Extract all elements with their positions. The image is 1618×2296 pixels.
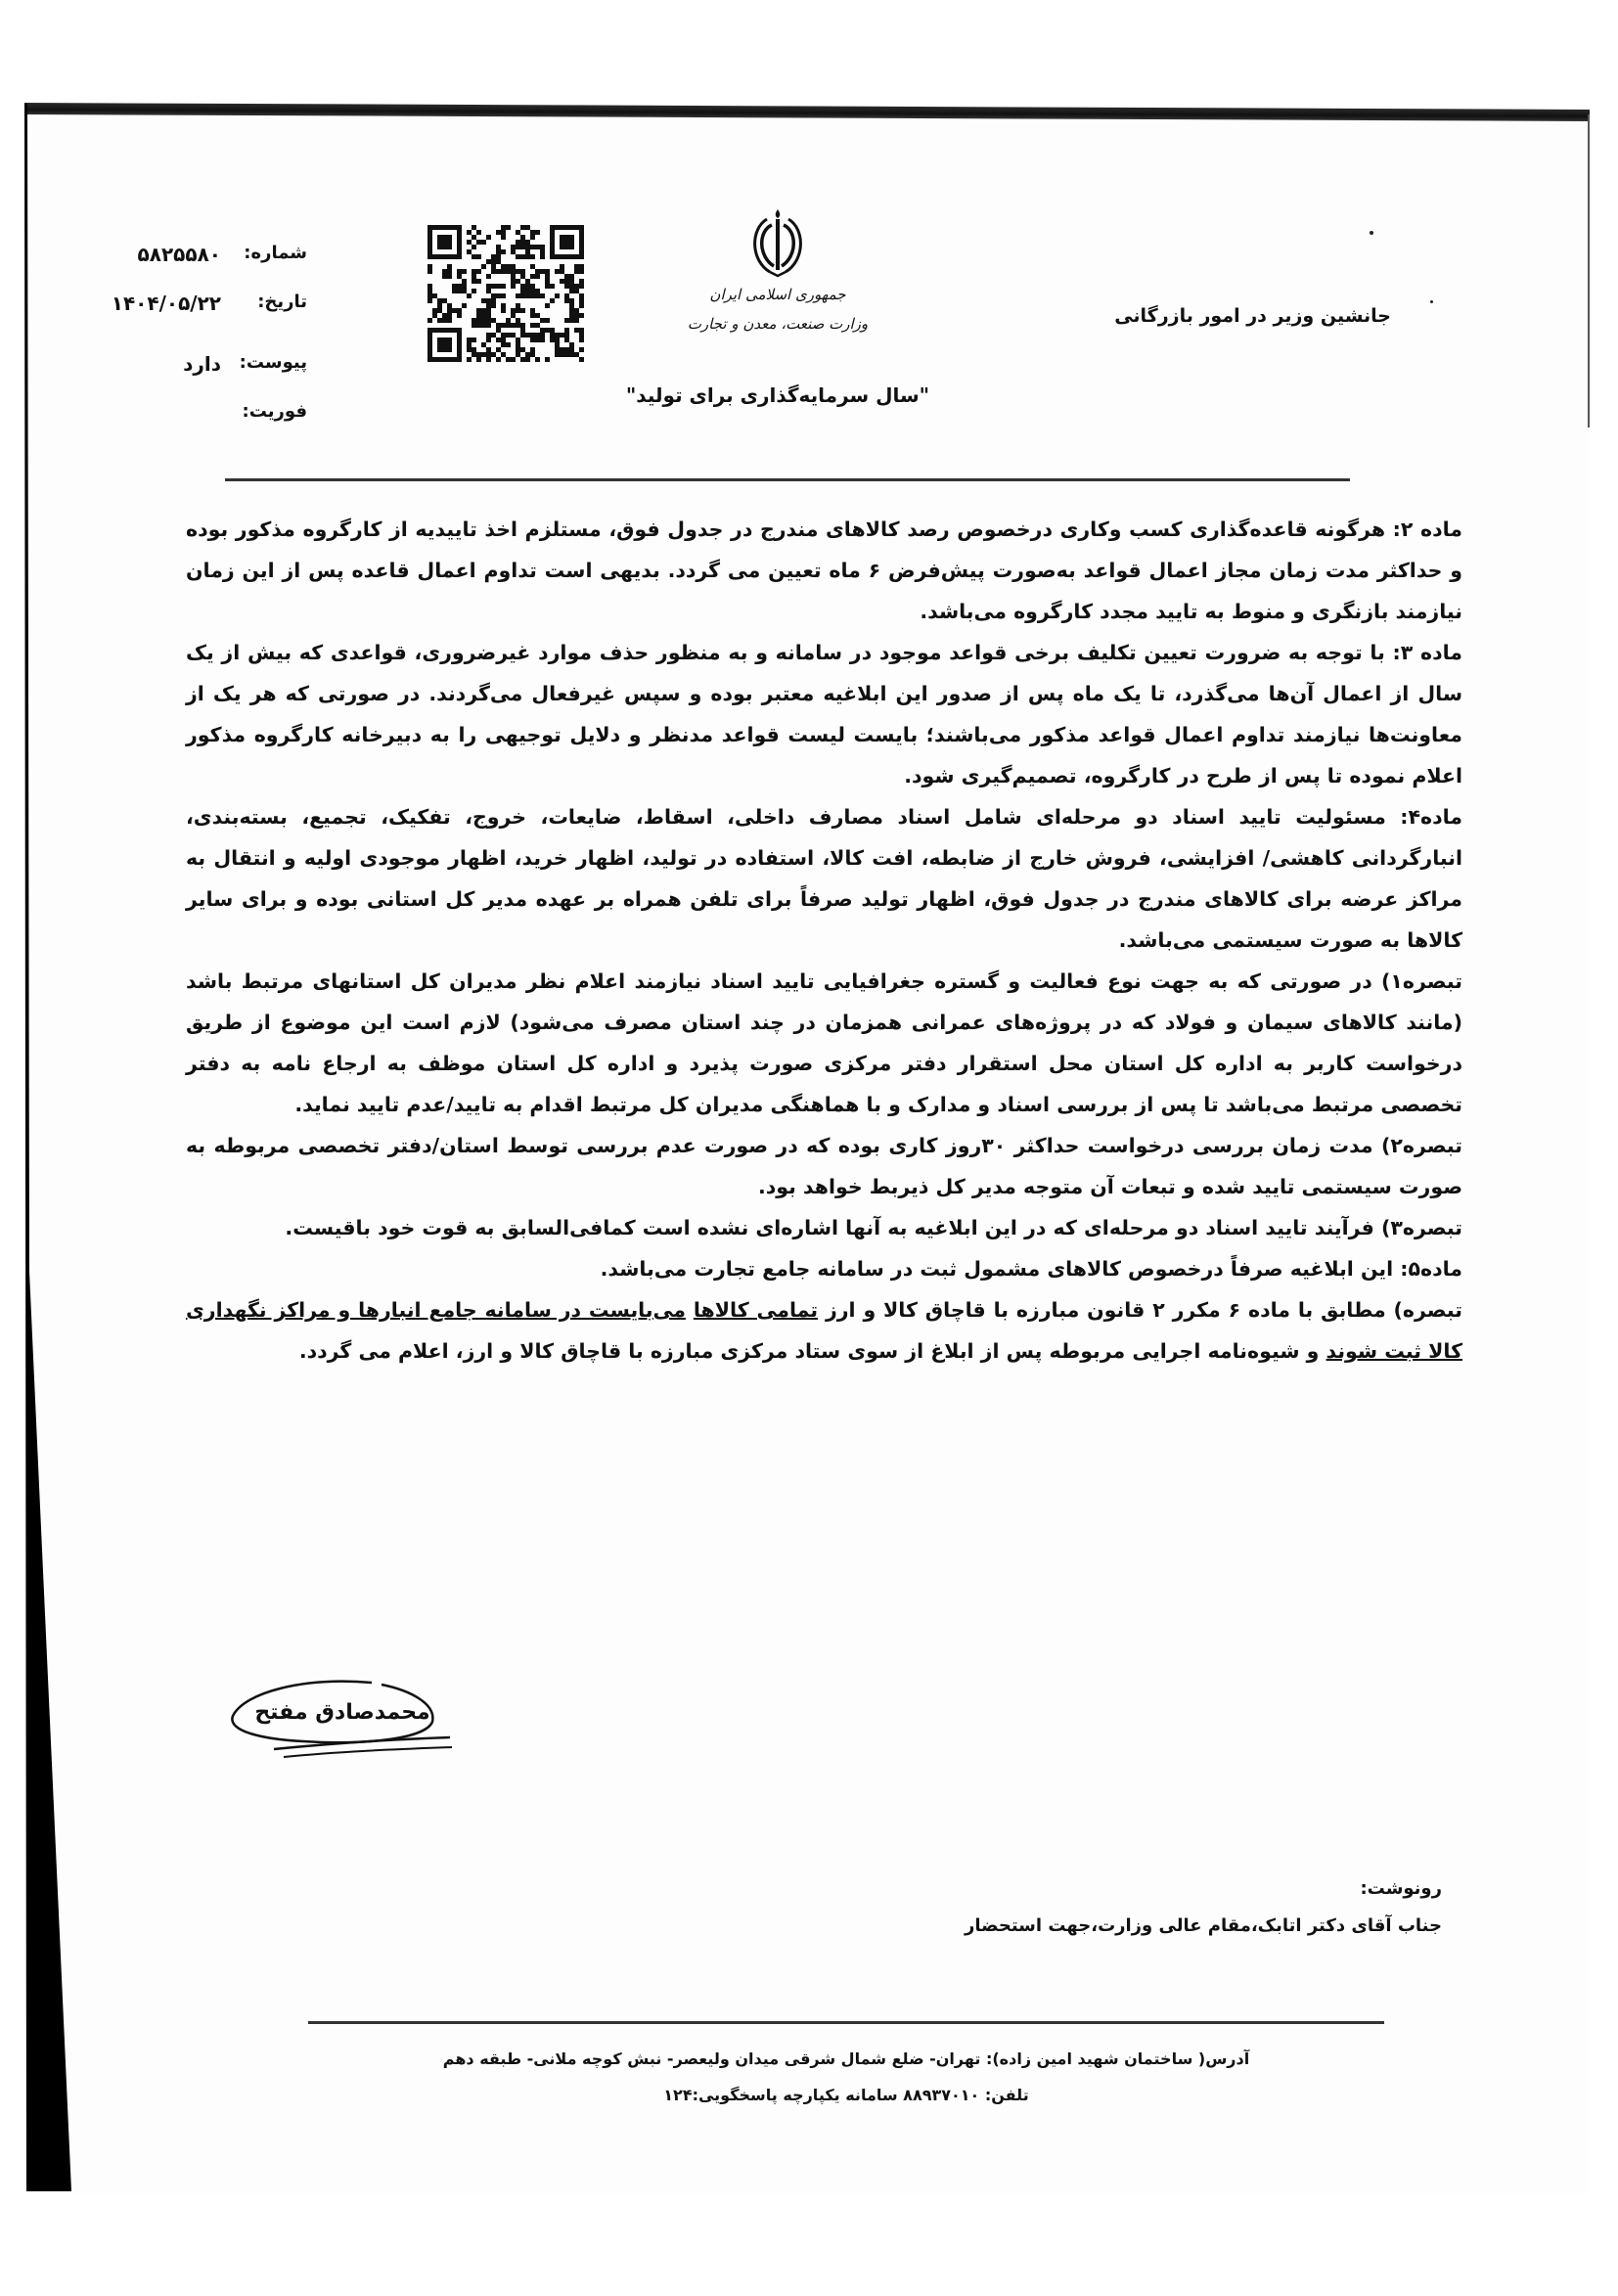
article-3 (186, 632, 1462, 796)
article-4: ماده۴: مسئولیت تایید اسناد دو مرحله‌ای شامل اسناد مصارف داخلی، اسقاط، ضایعات، خروج، تفکیک، تجمیع، بسته‌بندی، انبارگردانی کاهشی/ افزایشی، فروش خارج از ضابطه، افت کالا، استفاده در تولید، اظهار خرید، اظهار موجودی اولیه و انتقال به مراکز عرضه برای کالاهای مندرج در جدول فوق، اظهار تولید صرفاً برای تلفن همراه بر عهده مدیر کل استانی بوده و برای سایر کالاها به صورت سیستمی می‌باشد. (186, 805, 1462, 952)
letter-date-value: ۱۴۰۴/۰۵/۲۲ (111, 292, 221, 315)
year-slogan: "سال سرمایه‌گذاری برای تولید" (625, 383, 930, 407)
note-final-underlined: تمامی کالاها (693, 1298, 819, 1322)
article-2: ماده ۲: هرگونه قاعده‌گذاری کسب وکاری درخصوص رصد کالاهای مندرج در جدول فوق، مستلزم اخذ تاییدیه از کارگروه مذکور بوده و حداکثر مدت زمان مجاز اعمال قواعد به‌صورت پیش‌فرض ۶ ماه تعیین می گردد. بدیهی است تداوم اعمال قاعده پس از این زمان نیازمند بازنگری و منوط به تایید مجدد کارگروه می‌باشد. (186, 518, 1462, 623)
office-title: جانشین وزیر در امور بازرگانی (1114, 305, 1391, 327)
org-name-line1: جمهوری اسلامی ایران (709, 286, 846, 303)
article-3-text: این ابلاغیه معتبر بوده و سپس (614, 682, 937, 705)
letter-body (186, 509, 1462, 1372)
letter-date-label: تاریخ: (257, 292, 307, 312)
letter-attachment (183, 352, 307, 376)
scan-speck (1430, 300, 1433, 303)
signatory-name: محمدصادق مفتح (254, 1700, 430, 1725)
footer-phone: تلفن: ۸۸۹۳۷۰۱۰ سامانه یکپارچه پاسخگویی:۱۲۴ (663, 2086, 1029, 2104)
org-name-line2: وزارت صنعت، معدن و تجارت (687, 315, 869, 333)
iran-emblem-icon (748, 205, 807, 279)
note-final-text: و شیوه‌نامه اجرایی مربوطه پس از ابلاغ از سوی ستاد مرکزی مبارزه با قاچاق کالا و ارز، اعلام می گردد. (298, 1339, 1326, 1363)
letter-number-value: ۵۸۲۵۵۸۰ (137, 243, 221, 266)
note-1: تبصره۱) در صورتی که به جهت نوع فعالیت و گستره جغرافیایی تایید اسناد نیازمند اعلام نظر مدیران کل استانهای مرتبط باشد (مانند کالاهای سیمان و فولاد که در پروژه‌های عمرانی همزمان در چند استان مصرف می‌شود) لازم است این موضوع از طریق درخواست کاربر به اداره کل استان محل استقرار دفتر مرکزی صورت پذیرد و اداره کل استان موظف به ارجاع نامه به دفتر تخصصی مرتبط می‌باشد تا پس از بررسی اسناد و مدارک و با هماهنگی مدیران کل مرتبط اقدام به تایید/عدم تایید نماید. (186, 969, 1462, 1116)
note-final-text: تبصره) مطابق با ماده ۶ مکرر ۲ قانون مبارزه با قاچاق کالا و ارز (818, 1298, 1462, 1322)
cc-recipient: جناب آقای دکتر اتابک،مقام عالی وزارت،جهت استحضار (965, 1915, 1442, 1936)
scan-speck (1370, 231, 1373, 235)
note-final (186, 1289, 1462, 1372)
attachment-value: دارد (183, 352, 221, 376)
article-3-emphasis: غیرفعال (531, 682, 615, 705)
qr-code-icon[interactable] (427, 225, 584, 362)
cc-label: رونوشت: (1360, 1878, 1442, 1899)
letter-urgency (221, 401, 307, 422)
urgency-label: فوریت: (242, 401, 307, 422)
article-5: ماده۵: این ابلاغیه صرفاً درخصوص کالاهای مشمول ثبت در سامانه جامع تجارت می‌باشد. (600, 1257, 1462, 1281)
article-3-emphasis: تا یک ماه پس از صدور (936, 682, 1166, 705)
note-3: تبصره۳) فرآیند تایید اسناد دو مرحله‌ای که در این ابلاغیه به آنها اشاره‌ای نشده است کمافی‌السابق به قوت خود باقیست. (285, 1216, 1462, 1239)
scan-right-border (1588, 114, 1590, 428)
letter-number (138, 243, 307, 266)
header-divider (225, 478, 1350, 481)
article-3-text: ماده ۳: با توجه به ضرورت تعیین تکلیف برخی قواعد موجود در سامانه و به منظور حذف موارد غیرضروری، قواعدی که بیش از یک سال از اعمال آن‌ها می‌گذرد، (186, 641, 1462, 705)
note-final-text (686, 1298, 694, 1322)
letter-number-label: شماره: (244, 243, 307, 263)
letter-date (112, 292, 307, 315)
note-2: تبصره۲) مدت زمان بررسی درخواست حداکثر ۳۰روز کاری بوده که در صورت عدم بررسی توسط استان/دفتر تخصصی مربوطه به صورت سیستمی تایید شده و تبعات آن متوجه مدیر کل ذیربط خواهد بود. (186, 1134, 1462, 1198)
article-3-text: می‌گردند. در صورتی که هر یک از معاونت‌ها نیازمند تداوم اعمال قواعد مذکور می‌باشند؛ بایست لیست قواعد مدنظر و دلایل توجیهی را به دبیرخانه کارگروه مذکور اعلام نموده تا پس از طرح در کارگروه، تصمیم‌گیری شود. (186, 682, 1462, 788)
footer-address: آدرس( ساختمان شهید امین زاده): تهران- ضلع شمال شرقی میدان ولیعصر- نبش کوچه ملانی- طبقه دهم (442, 2049, 1250, 2068)
note-final-underlined: می‌بایست در سامانه جامع انبارها و مراکز نگهداری کالا ثبت شوند (186, 1298, 1462, 1363)
attachment-label: پیوست: (239, 352, 307, 373)
scan-left-border (0, 103, 78, 2196)
footer-divider (308, 2021, 1384, 2024)
